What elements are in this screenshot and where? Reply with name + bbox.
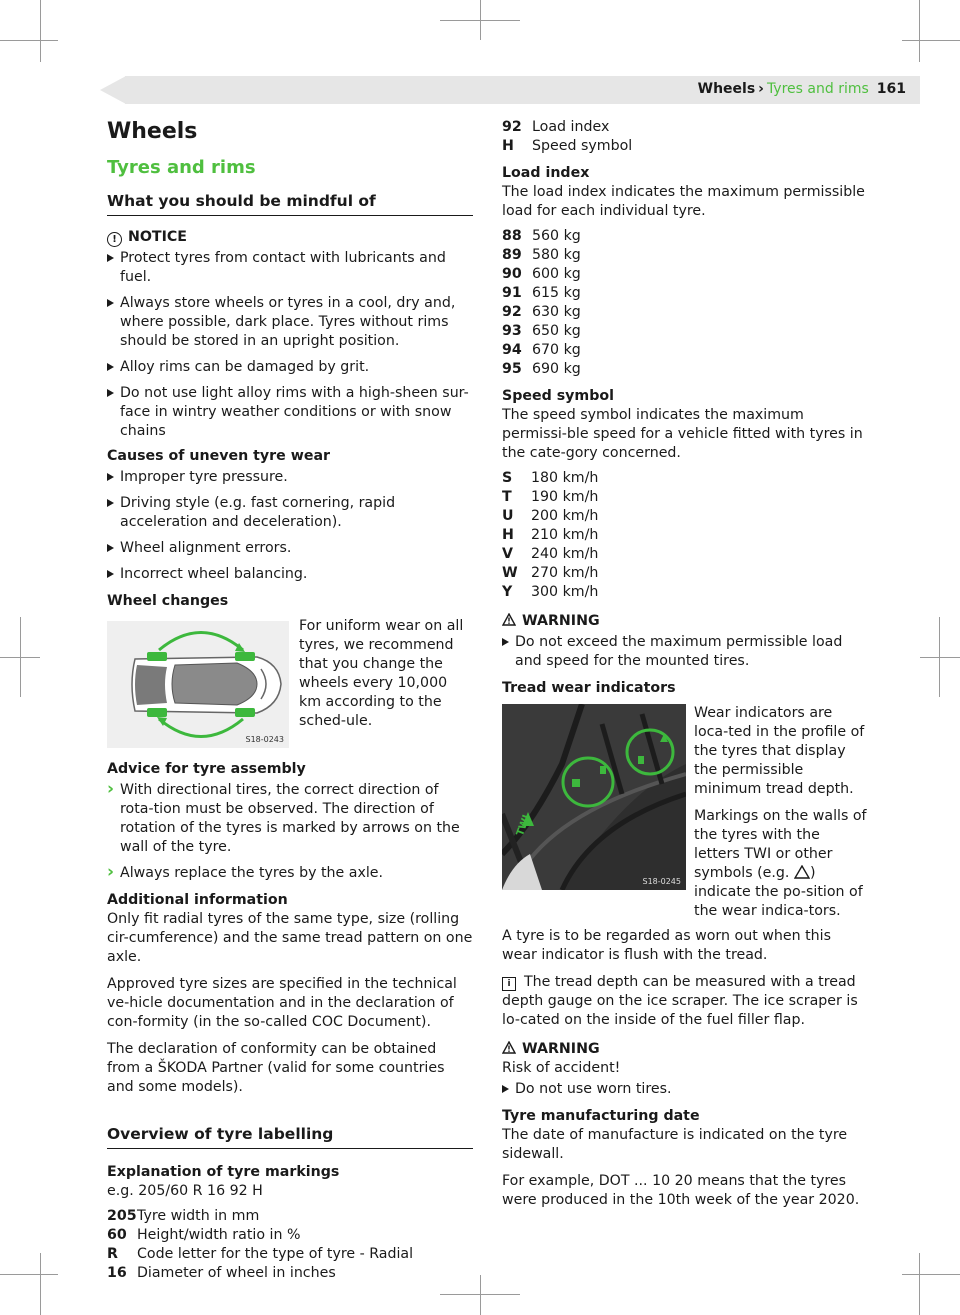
spec-key: 91 [502, 285, 522, 301]
table-row [502, 137, 868, 156]
spec-value: Load index [532, 119, 610, 135]
spec-key: 92 [502, 119, 522, 135]
table-row [502, 583, 868, 602]
tread-text-block [686, 704, 868, 921]
spec-key: H [502, 138, 514, 154]
page-title: Wheels [107, 119, 198, 144]
worn-text: A tyre is to be regarded as worn out when this wear indicator is flush with the tread. [502, 928, 831, 963]
causes-heading: Causes of uneven tyre wear [107, 448, 331, 464]
header-section: Wheels [697, 81, 756, 97]
table-row [502, 564, 868, 583]
page-number: 161 [876, 81, 906, 97]
explanation-heading: Explanation of tyre markings [107, 1164, 340, 1180]
wheel-rotation-figure [107, 621, 289, 748]
warning-heading [502, 612, 868, 631]
causes-list [107, 468, 473, 584]
wheel-changes-heading: Wheel changes [107, 593, 229, 609]
spec-key: 89 [502, 247, 522, 263]
header-separator: › [758, 81, 764, 97]
table-row [502, 118, 868, 137]
approved-text: Approved tyre sizes are specified in the technical ve-hicle documentation and in the declaration of con-formity (in the so-called COC Document). [107, 976, 457, 1030]
spec-value: 270 km/h [531, 565, 599, 581]
spec-key: 90 [502, 266, 522, 282]
wear-triangle-icon [794, 865, 810, 879]
speed-heading: Speed symbol [502, 388, 614, 404]
table-row [502, 526, 868, 545]
additional-heading: Additional information [107, 892, 288, 908]
warning-list [502, 1080, 868, 1099]
table-row [502, 265, 868, 284]
warning-icon [502, 613, 516, 626]
table-row [502, 303, 868, 322]
spec-value: 210 km/h [531, 527, 599, 543]
list-item: Protect tyres from contact with lubricants and fuel. [107, 249, 473, 287]
depth-text [502, 973, 868, 1030]
list-item: Improper tyre pressure. [107, 468, 473, 487]
spec-key: 95 [502, 361, 522, 377]
notice-icon: ! [107, 232, 122, 247]
advice-list [107, 781, 473, 883]
spec-key: 93 [502, 323, 522, 339]
warning-text: Risk of accident! [502, 1060, 621, 1076]
tread-block [502, 704, 868, 921]
list-item: › With directional tires, the correct direction of rota-tion must be observed. The direction of rotation of the tyres is marked by arrows on the wall of the tyre. [107, 781, 473, 857]
table-row [502, 322, 868, 341]
figure-label: S18-0245 [642, 877, 681, 886]
tread-wear-figure [502, 704, 686, 890]
spec-value: 200 km/h [531, 508, 599, 524]
spec-value: 650 kg [532, 323, 581, 339]
spec-key: 94 [502, 342, 522, 358]
spec-value: Height/width ratio in % [137, 1227, 301, 1243]
spec-key: V [502, 546, 513, 562]
markings-table [107, 1207, 473, 1283]
tread-text-2-start: Markings on the walls of the tyres with the letters TWI or other symbols (e.g. [694, 808, 867, 881]
spec-key: W [502, 565, 518, 581]
list-item: Do not use worn tires. [502, 1080, 868, 1099]
table-row [107, 1264, 473, 1283]
spec-value: 580 kg [532, 247, 581, 263]
tread-text-2 [694, 807, 868, 921]
spec-value: 180 km/h [531, 470, 599, 486]
list-item: Always store wheels or tyres in a cool, dry and, where possible, dark place. Tyres without rims should be stored in an upright position. [107, 294, 473, 351]
spec-key: 88 [502, 228, 522, 244]
car-top-view-image [107, 621, 289, 748]
mfg-example: For example, DOT ... 10 20 means that the tyres were produced in the 10th week of the year 2020. [502, 1173, 860, 1208]
spec-key: 92 [502, 304, 522, 320]
warning-heading [502, 1040, 868, 1059]
declaration-text: The declaration of conformity can be obtained from a ŠKODA Partner (valid for some countries and some models). [107, 1041, 445, 1095]
spec-value: 560 kg [532, 228, 581, 244]
mfg-text: The date of manufacture is indicated on the tyre sidewall. [502, 1127, 848, 1162]
info-icon: i [502, 977, 516, 991]
markings-table-continued [502, 118, 868, 156]
spec-value: Speed symbol [532, 138, 633, 154]
warning-icon [502, 1041, 516, 1054]
running-header [698, 80, 906, 99]
spec-value: 630 kg [532, 304, 581, 320]
right-column [502, 118, 868, 1210]
spec-value: 690 kg [532, 361, 581, 377]
spec-value: 670 kg [532, 342, 581, 358]
warning-list [502, 633, 868, 671]
tread-text: Wear indicators are loca-ted in the profile of the tyres that display the permissible minimum tread depth. [694, 705, 865, 797]
tyre-tread-image [502, 704, 686, 890]
spec-value: Diameter of wheel in inches [137, 1265, 336, 1281]
list-item: Wheel alignment errors. [107, 539, 473, 558]
spec-value: 600 kg [532, 266, 581, 282]
wheel-changes-block [107, 617, 473, 748]
table-row [107, 1245, 473, 1264]
spec-value: 190 km/h [531, 489, 599, 505]
warning-label: WARNING [522, 613, 600, 629]
header-subsection: Tyres and rims [766, 81, 869, 97]
figure-label: S18-0243 [245, 735, 284, 744]
list-item: Driving style (e.g. fast cornering, rapid acceleration and deceleration). [107, 494, 473, 532]
spec-key: 60 [107, 1227, 127, 1243]
advice-heading: Advice for tyre assembly [107, 761, 306, 777]
list-item: Do not exceed the maximum permissible load and speed for the mounted tires. [502, 633, 868, 671]
notice-heading [107, 228, 473, 247]
spec-value: 300 km/h [531, 584, 599, 600]
table-row [502, 246, 868, 265]
warning-label: WARNING [522, 1041, 600, 1057]
spec-key: T [502, 489, 512, 505]
table-row [502, 507, 868, 526]
table-row [502, 469, 868, 488]
table-row [107, 1207, 473, 1226]
twi-marking: TWI [514, 813, 533, 838]
spec-key: 16 [107, 1265, 127, 1281]
table-row [107, 1226, 473, 1245]
table-row [502, 341, 868, 360]
spec-value: 240 km/h [531, 546, 599, 562]
spec-value: 615 kg [532, 285, 581, 301]
mfg-heading: Tyre manufacturing date [502, 1108, 700, 1124]
load-heading: Load index [502, 165, 590, 181]
additional-text: Only fit radial tyres of the same type, size (rolling cir-cumference) and the same tread pattern on one axle. [107, 911, 473, 965]
list-item: Alloy rims can be damaged by grit. [107, 358, 473, 377]
notice-label: NOTICE [128, 229, 187, 245]
load-text: The load index indicates the maximum permissible load for each individual tyre. [502, 184, 865, 219]
header-decoration [100, 76, 126, 104]
spec-key: U [502, 508, 514, 524]
tread-heading: Tread wear indicators [502, 680, 676, 696]
list-item: Do not use light alloy rims with a high-sheen sur-face in wintry weather conditions or with snow chains [107, 384, 473, 441]
wheel-changes-text: For uniform wear on all tyres, we recommend that you change the wheels every 10,000 km according to the sched-ule. [299, 618, 464, 729]
notice-list [107, 249, 473, 441]
spec-value: Tyre width in mm [137, 1208, 260, 1224]
table-row [502, 284, 868, 303]
spec-key: R [107, 1246, 118, 1262]
subsection-heading: What you should be mindful of [107, 190, 473, 216]
subsection-heading: Overview of tyre labelling [107, 1123, 473, 1149]
spec-key: H [502, 527, 514, 543]
depth-text-content: The tread depth can be measured with a tread depth gauge on the ice scraper. The ice scraper is lo-cated on the inside of the fuel filler flap. [502, 974, 858, 1028]
list-item: › Always replace the tyres by the axle. [107, 864, 473, 883]
table-row [502, 545, 868, 564]
spec-key: Y [502, 584, 513, 600]
load-table [502, 227, 868, 379]
spec-key: S [502, 470, 513, 486]
table-row [502, 488, 868, 507]
tread-text-2-end: ) indicate the po-sition of the wear indica-tors. [694, 865, 863, 919]
explanation-example: e.g. 205/60 R 16 92 H [107, 1183, 263, 1199]
left-column [107, 118, 473, 1283]
section-title: Tyres and rims [107, 157, 256, 178]
spec-key: 205 [107, 1208, 137, 1224]
list-item: Incorrect wheel balancing. [107, 565, 473, 584]
table-row [502, 227, 868, 246]
speed-table [502, 469, 868, 602]
spec-value: Code letter for the type of tyre - Radial [137, 1246, 414, 1262]
speed-text: The speed symbol indicates the maximum permissi-ble speed for a vehicle fitted with tyres in the cate-gory concerned. [502, 407, 863, 461]
table-row [502, 360, 868, 379]
